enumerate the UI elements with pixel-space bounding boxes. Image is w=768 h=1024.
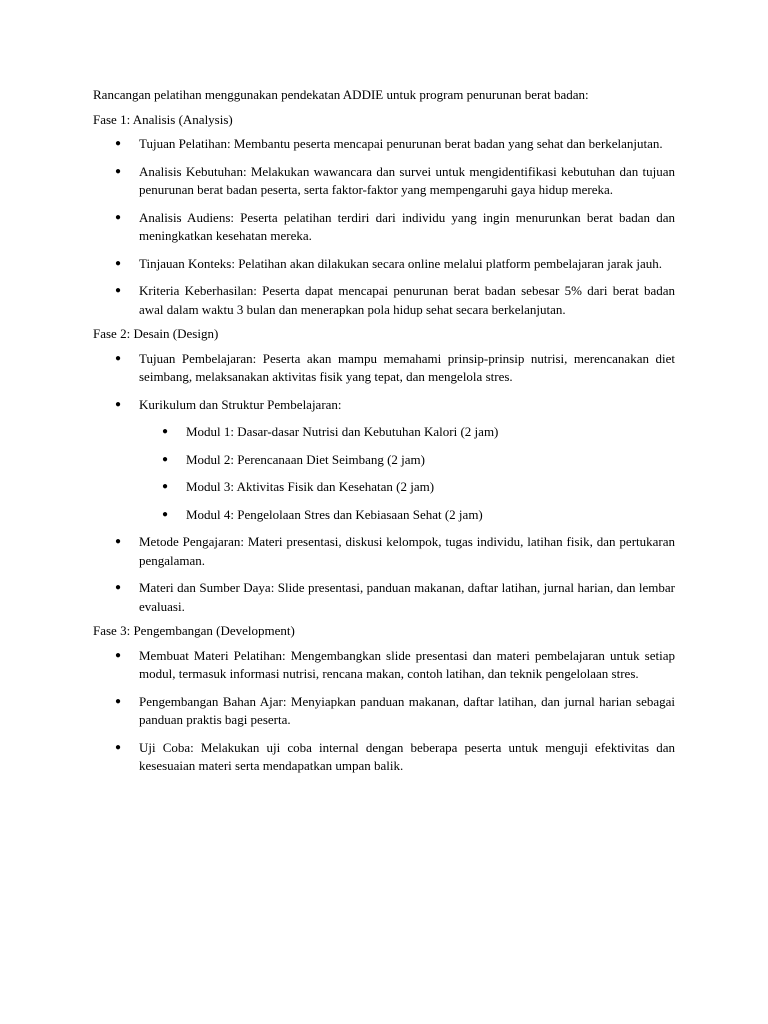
sublist-item bbox=[139, 478, 675, 497]
list-item-text: Materi dan Sumber Daya: Slide presentasi, panduan makanan, daftar latihan, jurnal harian, dan lembar evaluasi. bbox=[139, 580, 675, 614]
list-item-text: Analisis Audiens: Peserta pelatihan terdiri dari individu yang ingin menurunkan berat badan dan meningkatkan kesehatan mereka. bbox=[139, 209, 675, 243]
bullet-icon: ● bbox=[115, 695, 122, 707]
bullet-icon: ● bbox=[115, 398, 122, 410]
list-item bbox=[93, 579, 675, 616]
bullet-icon: ● bbox=[162, 508, 169, 520]
list-item-text: Uji Coba: Melakukan uji coba internal dengan beberapa peserta untuk menguji efektivitas dan kesesuaian materi serta mendapatkan umpan balik. bbox=[139, 739, 675, 773]
sublist-item-text: Modul 4: Pengelolaan Stres dan Kebiasaan Sehat (2 jam) bbox=[186, 506, 483, 522]
list-item-text: Membuat Materi Pelatihan: Mengembangkan slide presentasi dan materi pembelajaran untuk setiap modul, termasuk informasi nutrisi, rencana makan, contoh latihan, dan teknik pengelolaan stres. bbox=[139, 647, 675, 681]
list-item bbox=[93, 693, 675, 730]
bullet-icon: ● bbox=[162, 426, 169, 437]
list-item bbox=[93, 282, 675, 319]
sublist-item bbox=[139, 423, 675, 442]
list-item bbox=[93, 647, 675, 684]
phase-1-heading: Fase 1: Analisis (Analysis) bbox=[93, 111, 233, 127]
list-item-text: Tujuan Pelatihan: Membantu peserta mencapai penurunan berat badan yang sehat dan berkelanjutan. bbox=[139, 136, 663, 151]
sublist-item-text: Modul 1: Dasar-dasar Nutrisi dan Kebutuhan Kalori (2 jam) bbox=[186, 424, 499, 439]
sublist-item bbox=[139, 506, 675, 525]
list-item-text: Tujuan Pembelajaran: Peserta akan mampu memahami prinsip-prinsip nutrisi, merencanakan diet seimbang, melaksanakan aktivitas fisik yang tepat, dan mengelola stres. bbox=[139, 350, 675, 384]
list-item-text: Tinjauan Konteks: Pelatihan akan dilakukan secara online melalui platform pembelajaran jarak jauh. bbox=[139, 255, 662, 271]
intro-paragraph: Rancangan pelatihan menggunakan pendekatan ADDIE untuk program penurunan berat badan: bbox=[93, 87, 589, 102]
bullet-icon: ● bbox=[115, 741, 122, 753]
list-item bbox=[93, 135, 675, 154]
list-item bbox=[93, 255, 675, 274]
phase-2-heading: Fase 2: Desain (Design) bbox=[93, 326, 219, 341]
bullet-icon: ● bbox=[162, 481, 169, 492]
sublist-item bbox=[139, 451, 675, 470]
sublist-item-text: Modul 2: Perencanaan Diet Seimbang (2 jam) bbox=[186, 451, 425, 467]
bullet-icon: ● bbox=[115, 138, 122, 149]
bullet-icon: ● bbox=[115, 649, 122, 661]
phase-2-list bbox=[93, 350, 675, 617]
phase-3-list bbox=[93, 647, 675, 776]
bullet-icon: ● bbox=[115, 352, 122, 364]
bullet-icon: ● bbox=[115, 582, 122, 593]
phase-1-list bbox=[93, 135, 675, 319]
bullet-icon: ● bbox=[115, 257, 122, 269]
list-item bbox=[93, 350, 675, 387]
list-item-text: Pengembangan Bahan Ajar: Menyiapkan panduan makanan, daftar latihan, dan jurnal harian sebagai panduan praktis bagi peserta. bbox=[139, 693, 675, 727]
document-page bbox=[93, 86, 675, 782]
list-item-text: Analisis Kebutuhan: Melakukan wawancara dan survei untuk mengidentifikasi kebutuhan dan tujuan penurunan berat badan peserta, serta faktor-faktor yang mempengaruhi gaya hidup mereka. bbox=[139, 163, 675, 197]
list-item-text: Metode Pengajaran: Materi presentasi, diskusi kelompok, tugas individu, latihan fisik, dan pertukaran pengalaman. bbox=[139, 534, 675, 568]
bullet-icon: ● bbox=[162, 453, 169, 465]
list-item-text: Kurikulum dan Struktur Pembelajaran: bbox=[139, 396, 342, 412]
bullet-icon: ● bbox=[115, 536, 122, 547]
bullet-icon: ● bbox=[115, 211, 122, 223]
bullet-icon: ● bbox=[115, 285, 122, 296]
module-sublist bbox=[139, 423, 675, 524]
sublist-item-text: Modul 3: Aktivitas Fisik dan Kesehatan (2 jam) bbox=[186, 479, 435, 494]
bullet-icon: ● bbox=[115, 165, 122, 177]
list-item bbox=[93, 163, 675, 200]
list-item-text: Kriteria Keberhasilan: Peserta dapat mencapai penurunan berat badan sebesar 5% dari berat badan awal dalam waktu 3 bulan dan menerapkan pola hidup sehat secara berkelanjutan. bbox=[139, 283, 675, 317]
list-item bbox=[93, 533, 675, 570]
list-item bbox=[93, 396, 675, 525]
list-item bbox=[93, 739, 675, 776]
list-item bbox=[93, 209, 675, 246]
phase-3-heading: Fase 3: Pengembangan (Development) bbox=[93, 623, 295, 638]
